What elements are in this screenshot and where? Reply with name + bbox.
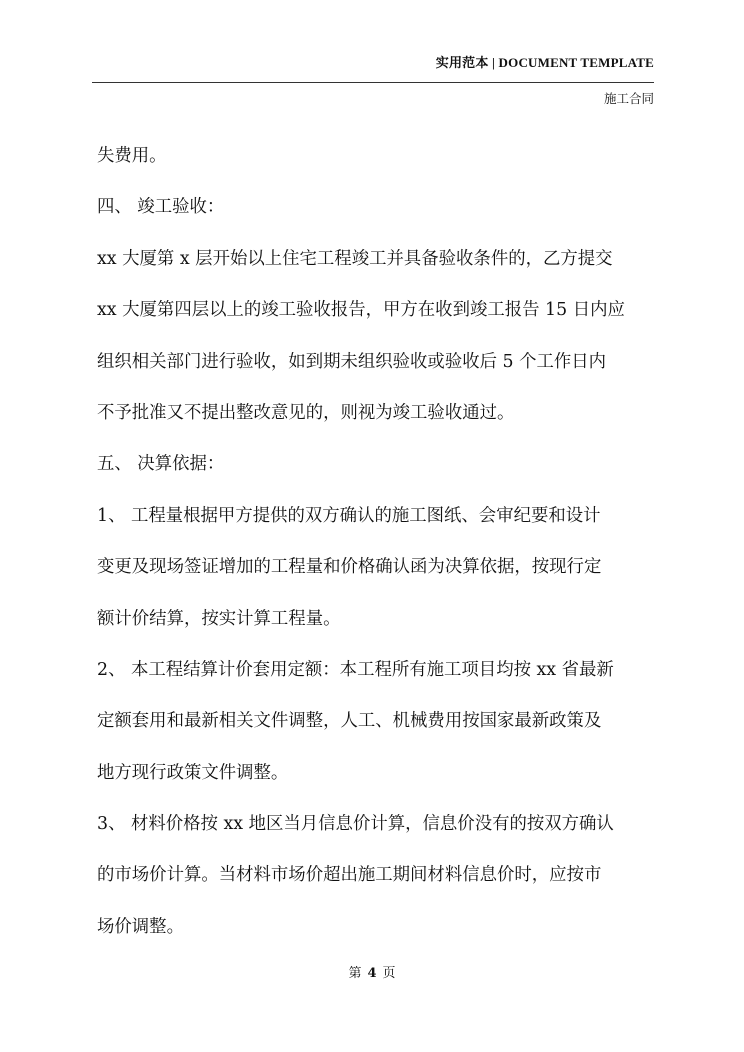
- header-subtitle: 施工合同: [603, 91, 654, 106]
- body-line: 组织相关部门进行验收，如到期未组织验收或验收后 5 个工作日内: [97, 351, 607, 372]
- header-brand: 实用范本 | DOCUMENT TEMPLATE: [435, 55, 654, 70]
- body-line: 不予批准又不提出整改意见的，则视为竣工验收通过。: [97, 402, 515, 423]
- body-line: 定额套用和最新相关文件调整，人工、机械费用按国家最新政策及: [97, 711, 602, 732]
- section-heading: 五、 决算依据：: [97, 454, 225, 475]
- body-line: 变更及现场签证增加的工程量和价格确认函为决算依据，按现行定: [97, 557, 602, 578]
- body-line: 额计价结算，按实计算工程量。: [97, 608, 341, 629]
- document-body: [97, 131, 661, 953]
- numbered-item: 2、 本工程结算计价套用定额：本工程所有施工项目均按 xx 省最新: [97, 659, 614, 680]
- body-line: xx 大厦第四层以上的竣工验收报告，甲方在收到竣工报告 15 日内应: [97, 300, 625, 321]
- body-line: 地方现行政策文件调整。: [97, 762, 289, 783]
- numbered-item: 1、 工程量根据甲方提供的双方确认的施工图纸、会审纪要和设计: [97, 505, 601, 526]
- page-prefix: 第: [348, 966, 362, 981]
- body-line: 的市场价计算。当材料市场价超出施工期间材料信息价时，应按市: [97, 865, 602, 886]
- page-footer: [0, 962, 744, 981]
- header-divider: [92, 82, 654, 83]
- body-line: xx 大厦第 x 层开始以上住宅工程竣工并具备验收条件的，乙方提交: [97, 248, 613, 269]
- page-suffix: 页: [382, 966, 396, 981]
- page-number: 4: [367, 966, 377, 981]
- section-heading: 四、 竣工验收：: [97, 197, 225, 218]
- numbered-item: 3、 材料价格按 xx 地区当月信息价计算，信息价没有的按双方确认: [97, 814, 614, 835]
- body-line: 场价调整。: [97, 916, 184, 937]
- body-line: 失费用。: [97, 146, 167, 166]
